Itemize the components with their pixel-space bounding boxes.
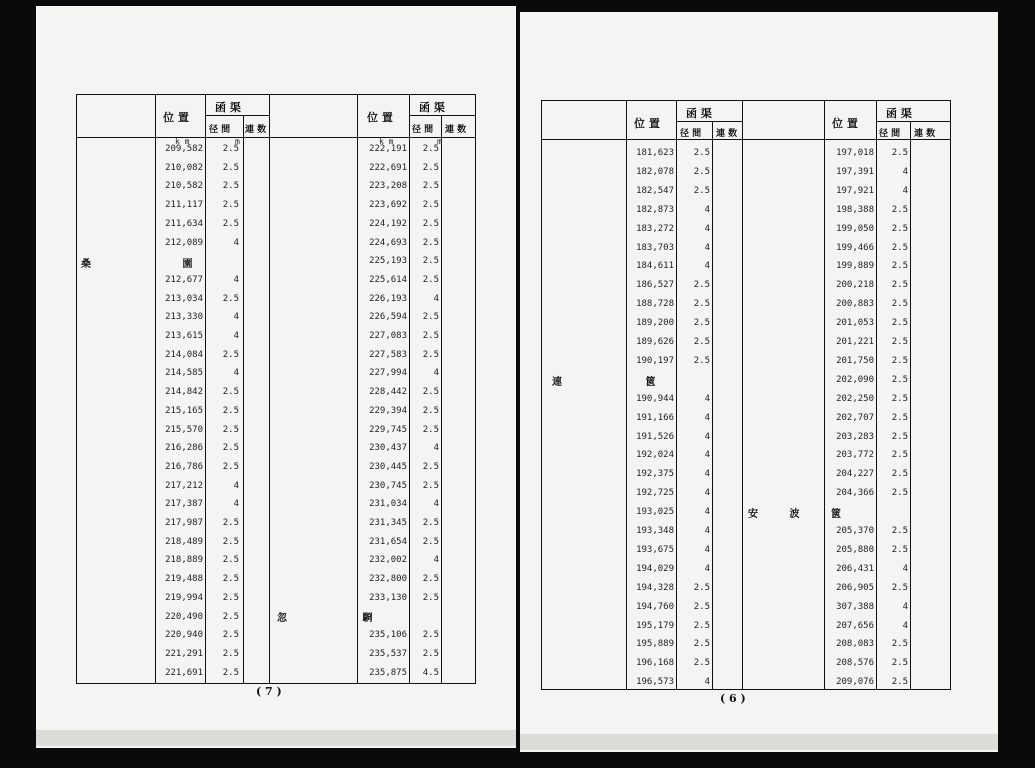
span-value: 2.5: [222, 162, 239, 173]
position-value: 216,786: [165, 461, 203, 472]
span-value: 2.5: [693, 185, 710, 196]
position-value: 225,193: [369, 256, 407, 267]
position-value: 223,692: [369, 200, 407, 211]
span-value: 2.5: [693, 148, 710, 158]
span-value: 4: [902, 620, 908, 631]
position-value: 197,391: [836, 166, 874, 177]
span-value: 2.5: [422, 200, 439, 211]
position-value: 218,889: [165, 555, 203, 566]
unit-m: m: [437, 137, 442, 146]
position-value: 206,905: [836, 582, 874, 593]
position-value: 227,083: [369, 331, 407, 341]
position-value: 212,677: [165, 274, 203, 285]
span-value: 2.5: [693, 318, 710, 329]
position-value: 181,623: [636, 148, 674, 158]
position-value: 205,370: [836, 526, 874, 536]
span-value: 2.5: [422, 331, 439, 341]
span-value: 2.5: [891, 677, 908, 688]
span-value: 4: [704, 450, 710, 461]
span-value: 2.5: [422, 592, 439, 603]
position-value: 192,024: [636, 450, 674, 461]
culvert-table-left: [76, 94, 476, 684]
position-value: 208,576: [836, 658, 874, 669]
position-value: 182,873: [636, 204, 674, 215]
station-name: 忽 䮐: [277, 613, 409, 624]
span-value: 2.5: [891, 393, 908, 404]
column-divider: [824, 101, 825, 689]
span-value: 2.5: [891, 242, 908, 253]
position-value: 307,388: [836, 601, 874, 612]
span-value: 4: [704, 223, 710, 234]
header-position: 位 置: [634, 117, 660, 130]
span-value: 2.5: [693, 337, 710, 347]
span-value: 2.5: [891, 299, 908, 310]
span-value: 2.5: [693, 601, 710, 612]
span-value: 2.5: [891, 280, 908, 291]
position-value: 221,291: [165, 648, 203, 659]
position-value: 203,772: [836, 450, 874, 461]
position-value: 198,388: [836, 204, 874, 215]
span-value: 2.5: [422, 144, 439, 154]
span-value: 2.5: [422, 237, 439, 248]
position-value: 232,002: [369, 555, 407, 566]
station-name: 安 波 篋: [748, 509, 855, 520]
span-value: 4: [233, 368, 239, 379]
position-value: 218,489: [165, 536, 203, 547]
span-value: 2.5: [422, 312, 439, 323]
station-name: 桑 園: [81, 259, 237, 270]
position-value: 197,018: [836, 148, 874, 158]
span-value: 4: [902, 185, 908, 196]
position-value: 203,283: [836, 431, 874, 442]
position-value: 220,940: [165, 630, 203, 641]
position-value: 202,707: [836, 412, 874, 423]
header-position: 位 置: [367, 111, 393, 124]
column-divider: [742, 101, 743, 689]
position-value: 201,053: [836, 318, 874, 329]
span-value: 2.5: [422, 648, 439, 659]
span-value: 2.5: [222, 667, 239, 678]
span-value: 2.5: [222, 461, 239, 472]
span-value: 2.5: [422, 181, 439, 192]
span-value: 4: [704, 563, 710, 574]
span-value: 2.5: [222, 592, 239, 603]
column-divider: [712, 121, 713, 689]
position-value: 196,168: [636, 658, 674, 669]
header-position: 位 置: [163, 111, 189, 124]
position-value: 214,585: [165, 368, 203, 379]
position-value: 182,547: [636, 185, 674, 196]
position-value: 188,728: [636, 299, 674, 310]
span-value: 2.5: [422, 162, 439, 173]
span-value: 2.5: [222, 405, 239, 416]
span-value: 4: [704, 261, 710, 272]
position-value: 199,889: [836, 261, 874, 272]
span-value: 4: [704, 412, 710, 423]
span-value: 4: [433, 443, 439, 454]
position-value: 184,611: [636, 261, 674, 272]
position-value: 217,987: [165, 518, 203, 528]
position-value: 190,197: [636, 355, 674, 366]
position-value: 191,526: [636, 431, 674, 442]
position-value: 195,179: [636, 620, 674, 631]
position-value: 193,348: [636, 526, 674, 536]
span-value: 4: [704, 204, 710, 215]
span-value: 4: [233, 499, 239, 510]
span-value: 2.5: [891, 261, 908, 272]
span-value: 4: [704, 677, 710, 688]
span-value: 2.5: [222, 443, 239, 454]
span-value: 2.5: [891, 337, 908, 347]
header-count: 連 数: [445, 125, 467, 135]
span-value: 2.5: [693, 166, 710, 177]
position-value: 224,192: [369, 218, 407, 229]
span-value: 2.5: [222, 181, 239, 192]
span-value: 2.5: [422, 461, 439, 472]
position-value: 227,994: [369, 368, 407, 379]
span-value: 4: [233, 274, 239, 285]
position-value: 217,387: [165, 499, 203, 510]
span-value: 2.5: [891, 204, 908, 215]
position-value: 194,029: [636, 563, 674, 574]
position-value: 226,193: [369, 293, 407, 304]
span-value: 2.5: [693, 280, 710, 291]
position-value: 228,442: [369, 387, 407, 398]
position-value: 229,394: [369, 405, 407, 416]
span-value: 2.5: [222, 630, 239, 641]
unit-km: k m: [379, 137, 394, 146]
position-value: 209,582: [165, 144, 203, 154]
span-value: 2.5: [693, 355, 710, 366]
span-value: 2.5: [222, 349, 239, 360]
span-value: 2.5: [891, 582, 908, 593]
span-value: 2.5: [222, 555, 239, 566]
position-value: 192,375: [636, 469, 674, 480]
position-value: 190,944: [636, 393, 674, 404]
header-count: 連 数: [245, 125, 267, 135]
span-value: 2.5: [422, 349, 439, 360]
position-value: 235,106: [369, 630, 407, 641]
span-value: 2.5: [222, 200, 239, 211]
span-value: 2.5: [222, 144, 239, 154]
header-span: 径 間: [879, 129, 901, 139]
position-value: 204,366: [836, 488, 874, 499]
position-value: 214,842: [165, 387, 203, 398]
position-value: 231,654: [369, 536, 407, 547]
span-value: 4: [433, 293, 439, 304]
position-value: 215,570: [165, 424, 203, 435]
position-value: 230,437: [369, 443, 407, 454]
header-culvert: 函 渠: [215, 101, 241, 114]
header-subrule: [205, 115, 269, 116]
header-subrule: [409, 115, 475, 116]
position-value: 189,626: [636, 337, 674, 347]
position-value: 205,880: [836, 544, 874, 555]
position-value: 235,537: [369, 648, 407, 659]
position-value: 217,212: [165, 480, 203, 491]
position-value: 194,328: [636, 582, 674, 593]
span-value: 2.5: [891, 374, 908, 385]
position-value: 213,034: [165, 293, 203, 304]
header-count: 連 数: [716, 129, 738, 139]
position-value: 226,594: [369, 312, 407, 323]
position-value: 182,078: [636, 166, 674, 177]
span-value: 2.5: [891, 223, 908, 234]
span-value: 2.5: [222, 536, 239, 547]
span-value: 4: [433, 555, 439, 566]
position-value: 193,025: [636, 507, 674, 518]
position-value: 199,466: [836, 242, 874, 253]
span-value: 2.5: [222, 574, 239, 585]
position-value: 229,745: [369, 424, 407, 435]
column-divider: [357, 95, 358, 683]
header-position: 位 置: [832, 117, 858, 130]
span-value: 2.5: [222, 648, 239, 659]
position-value: 200,218: [836, 280, 874, 291]
position-value: 222,691: [369, 162, 407, 173]
position-value: 195,889: [636, 639, 674, 650]
span-value: 2.5: [422, 630, 439, 641]
span-value: 2.5: [422, 387, 439, 398]
span-value: 2.5: [422, 405, 439, 416]
position-value: 231,034: [369, 499, 407, 510]
position-value: 210,582: [165, 181, 203, 192]
position-value: 193,675: [636, 544, 674, 555]
span-value: 2.5: [891, 355, 908, 366]
span-value: 2.5: [891, 544, 908, 555]
position-value: 214,084: [165, 349, 203, 360]
span-value: 2.5: [891, 450, 908, 461]
position-value: 222,191: [369, 144, 407, 154]
span-value: 2.5: [422, 256, 439, 267]
span-value: 2.5: [891, 412, 908, 423]
position-value: 202,250: [836, 393, 874, 404]
unit-km: k m: [175, 137, 190, 146]
position-value: 216,286: [165, 443, 203, 454]
span-value: 4: [233, 312, 239, 323]
span-value: 4: [704, 242, 710, 253]
span-value: 2.5: [222, 218, 239, 229]
position-value: 183,272: [636, 223, 674, 234]
position-value: 204,227: [836, 469, 874, 480]
header-count: 連 数: [914, 129, 936, 139]
column-divider: [155, 95, 156, 683]
span-value: 4: [902, 601, 908, 612]
span-value: 2.5: [891, 469, 908, 480]
position-value: 227,583: [369, 349, 407, 360]
span-value: 2.5: [891, 488, 908, 499]
header-span: 径 間: [209, 125, 231, 135]
span-value: 2.5: [422, 274, 439, 285]
span-value: 2.5: [422, 480, 439, 491]
header-rule: [77, 137, 475, 138]
position-value: 197,921: [836, 185, 874, 196]
position-value: 233,130: [369, 592, 407, 603]
position-value: 200,883: [836, 299, 874, 310]
position-value: 183,703: [636, 242, 674, 253]
header-rule: [542, 139, 950, 140]
span-value: 4: [704, 431, 710, 442]
position-value: 196,573: [636, 677, 674, 688]
span-value: 2.5: [891, 148, 908, 158]
span-value: 2.5: [891, 431, 908, 442]
span-value: 2.5: [422, 218, 439, 229]
position-value: 210,082: [165, 162, 203, 173]
span-value: 2.5: [222, 611, 239, 622]
position-value: 221,691: [165, 667, 203, 678]
span-value: 4.5: [422, 667, 439, 678]
position-value: 189,200: [636, 318, 674, 329]
span-value: 4: [233, 480, 239, 491]
position-value: 231,345: [369, 518, 407, 528]
column-divider: [441, 115, 442, 683]
span-value: 4: [704, 393, 710, 404]
position-value: 202,090: [836, 374, 874, 385]
span-value: 4: [233, 237, 239, 248]
position-value: 220,490: [165, 611, 203, 622]
page-number: ( 6 ): [720, 692, 746, 705]
position-value: 211,117: [165, 200, 203, 211]
position-value: 230,745: [369, 480, 407, 491]
position-value: 201,221: [836, 337, 874, 347]
position-value: 186,527: [636, 280, 674, 291]
position-value: 201,750: [836, 355, 874, 366]
span-value: 2.5: [693, 299, 710, 310]
span-value: 2.5: [222, 293, 239, 304]
span-value: 2.5: [891, 639, 908, 650]
span-value: 2.5: [891, 526, 908, 536]
position-value: 192,725: [636, 488, 674, 499]
column-divider: [243, 115, 244, 683]
position-value: 230,445: [369, 461, 407, 472]
page-number: ( 7 ): [256, 685, 282, 698]
span-value: 4: [902, 166, 908, 177]
position-value: 225,614: [369, 274, 407, 285]
span-value: 4: [433, 499, 439, 510]
position-value: 211,634: [165, 218, 203, 229]
position-value: 199,050: [836, 223, 874, 234]
span-value: 4: [704, 488, 710, 499]
page-shadow: [520, 734, 998, 750]
page-shadow: [36, 730, 516, 746]
span-value: 4: [704, 507, 710, 518]
position-value: 206,431: [836, 563, 874, 574]
station-name: 連 篋: [552, 377, 696, 388]
span-value: 2.5: [222, 518, 239, 528]
span-value: 2.5: [422, 574, 439, 585]
position-value: 194,760: [636, 601, 674, 612]
header-culvert: 函 渠: [419, 101, 445, 114]
span-value: 4: [704, 526, 710, 536]
header-subrule: [876, 121, 950, 122]
position-value: 207,656: [836, 620, 874, 631]
column-divider: [910, 121, 911, 689]
position-value: 213,330: [165, 312, 203, 323]
span-value: 2.5: [693, 620, 710, 631]
position-value: 224,693: [369, 237, 407, 248]
span-value: 4: [704, 469, 710, 480]
header-culvert: 函 渠: [686, 107, 712, 120]
span-value: 4: [704, 544, 710, 555]
header-span: 径 間: [412, 125, 434, 135]
position-value: 232,800: [369, 574, 407, 585]
position-value: 215,165: [165, 405, 203, 416]
column-divider: [269, 95, 270, 683]
position-value: 235,875: [369, 667, 407, 678]
position-value: 208,083: [836, 639, 874, 650]
span-value: 2.5: [693, 658, 710, 669]
span-value: 2.5: [422, 424, 439, 435]
position-value: 223,208: [369, 181, 407, 192]
span-value: 2.5: [891, 658, 908, 669]
position-value: 212,089: [165, 237, 203, 248]
span-value: 4: [433, 368, 439, 379]
position-value: 219,994: [165, 592, 203, 603]
span-value: 2.5: [693, 582, 710, 593]
header-subrule: [676, 121, 742, 122]
position-value: 209,076: [836, 677, 874, 688]
column-divider: [626, 101, 627, 689]
span-value: 2.5: [422, 518, 439, 528]
header-culvert: 函 渠: [886, 107, 912, 120]
position-value: 219,488: [165, 574, 203, 585]
span-value: 2.5: [891, 318, 908, 329]
culvert-table-right: [541, 100, 951, 690]
header-span: 径 間: [680, 129, 702, 139]
span-value: 2.5: [222, 424, 239, 435]
span-value: 2.5: [422, 536, 439, 547]
position-value: 213,615: [165, 331, 203, 341]
position-value: 191,166: [636, 412, 674, 423]
span-value: 4: [233, 331, 239, 341]
span-value: 4: [902, 563, 908, 574]
span-value: 2.5: [222, 387, 239, 398]
unit-m: m: [235, 137, 240, 146]
span-value: 2.5: [693, 639, 710, 650]
